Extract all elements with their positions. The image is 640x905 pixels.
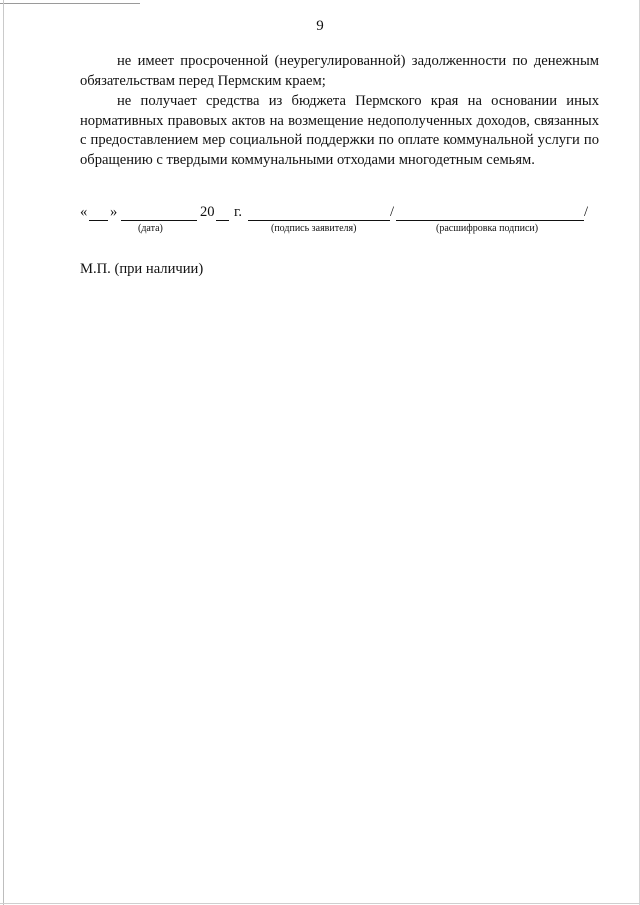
paragraph-no-debt — [80, 52, 599, 91]
decoding-line[interactable] — [396, 206, 584, 221]
scan-edge-top — [0, 3, 140, 4]
scan-edge-left — [3, 0, 4, 905]
paragraph-no-budget-funds-text: не получает средства из бюджета Пермского края на основании иных нормативных правовых актов на возмещение недополученных доходов, связанных с предоставлением мер социальной поддержки по оплате коммунальной услуги по обращению с твердыми коммунальными отходами многодетным семьям. — [80, 93, 599, 168]
date-caption: (дата) — [138, 223, 163, 234]
page-number: 9 — [316, 18, 324, 34]
date-quote-close: » — [110, 204, 118, 220]
paragraph-no-budget-funds — [80, 92, 599, 170]
slash-1: / — [390, 204, 395, 220]
scan-edge-bottom — [0, 903, 640, 904]
signature-line[interactable] — [248, 206, 390, 221]
stamp-label: М.П. (при наличии) — [80, 261, 204, 277]
paragraph-no-debt-text: не имеет просроченной (неурегулированной) задолженности по денежным обязательствам перед Пермским краем; — [80, 53, 599, 89]
date-year-line[interactable] — [216, 206, 229, 221]
date-year-prefix: 20 — [200, 204, 215, 220]
date-year-suffix: г. — [234, 204, 242, 220]
date-day-line[interactable] — [89, 206, 108, 221]
signature-caption: (подпись заявителя) — [271, 223, 357, 234]
signature-row — [80, 204, 599, 224]
slash-2: / — [584, 204, 589, 220]
decoding-caption: (расшифровка подписи) — [436, 223, 539, 234]
date-month-line[interactable] — [121, 206, 197, 221]
date-quote-open: « — [80, 204, 88, 220]
